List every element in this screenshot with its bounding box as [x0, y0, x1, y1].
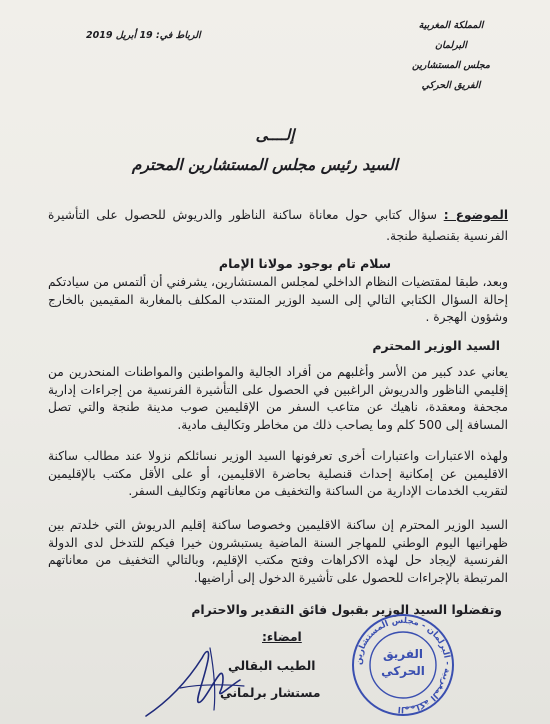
signatory-title: مستشار برلماني — [220, 686, 321, 700]
paragraph-appeal: السيد الوزير المحترم إن ساكنة الاقليمين وخصوصا ساكنة إقليم الدريوش التي خلدتم بين ظهرانيها اليوم الوطني للمهاجر السنة الماضية يستبشرون خيرا فيكم للتدخل لدى الدولة الفرنسية لإيجاد حل لهذه الاكراهات وفتح مكتب الإقليم، وبالتالي التخفيف من معاناتهم المرتبطة بالإجراءات للحصول على تأشيرة الدخول إلى أراضيها. — [48, 518, 508, 585]
paragraph-problem: يعاني عدد كبير من الأسر وأغلبهم من أفراد الجالية والمواطنين والمواطنات المنحدرين من إقليمي الناظور والدريوش الراغبين في الحصول على التأشيرة الفرنسية من إجراءات إدارية مجحفة ومعقدة، ناهيك عن متاعب السفر من الإقليمين صوب مدينة طنجة والتي تصل المسافة إلى 500 كلم وما يصاحب ذلك من مخاطر وتكاليف مادية. — [48, 365, 508, 432]
letterhead-group: الفريق الحركي — [421, 80, 481, 91]
stamp-center-text — [348, 646, 458, 680]
letterhead-organization — [386, 16, 516, 96]
letterhead-council: مجلس المستشارين — [412, 60, 490, 71]
closing-line: وتفضلوا السيد الوزير بقبول فائق التقدير والاحترام — [191, 602, 502, 617]
letterhead-kingdom: المملكة المغربية — [418, 20, 484, 31]
subject-label: الموضوع : — [443, 208, 509, 222]
paragraph-request: وبعد، طبقا لمقتضيات النظام الداخلي لمجلس المستشارين، يشرفني أن ألتمس من سيادتكم إحالة السؤال الكتابي التالي إلى السيد الوزير المنتدب المكلف بالمغاربة المقيمين بالخارج وشؤون الهجرة . — [48, 275, 508, 325]
handwritten-signature — [140, 640, 250, 720]
signatory-name: الطيب البقالي — [228, 659, 316, 673]
stamp-line-1: الفريق — [382, 647, 424, 661]
to-word: إلــــى — [255, 126, 295, 144]
paragraph-question: ولهذه الاعتبارات واعتبارات أخرى تعرفونها السيد الوزير نسائلكم نزولا عند مطالب ساكنة الاقليمين عن إمكانية إحداث قنصلية بحاضرة الاقليمين، أو على الأقل مكتب بالإقليمين لتقريب الخدمات الإدارية من الساكنة والتخفيف من معاناتهم وتكاليف السفر. — [48, 449, 508, 499]
letterhead-parliament: البرلمان — [435, 40, 467, 51]
minister-heading: السيد الوزير المحترم — [372, 338, 500, 353]
subject-text: سؤال كتابي حول معاناة ساكنة الناظور والدريوش للحصول على التأشيرة الفرنسية بقنصلية طنجة. — [48, 208, 508, 243]
greeting: سلام تام بوجود مولانا الإمام — [218, 256, 392, 271]
letter-date: الرباط في: 19 أبريل 2019 — [86, 30, 201, 41]
stamp-line-2: الحركي — [381, 664, 425, 678]
official-stamp — [348, 610, 458, 720]
addressee: السيد رئيس مجلس المستشارين المحترم — [131, 155, 399, 174]
subject-line — [48, 205, 508, 247]
signature-label: امضاء: — [262, 630, 302, 644]
stamp-ring-text: المملكة المغربية - البرلمان - مجلس المستشارين — [353, 615, 453, 715]
